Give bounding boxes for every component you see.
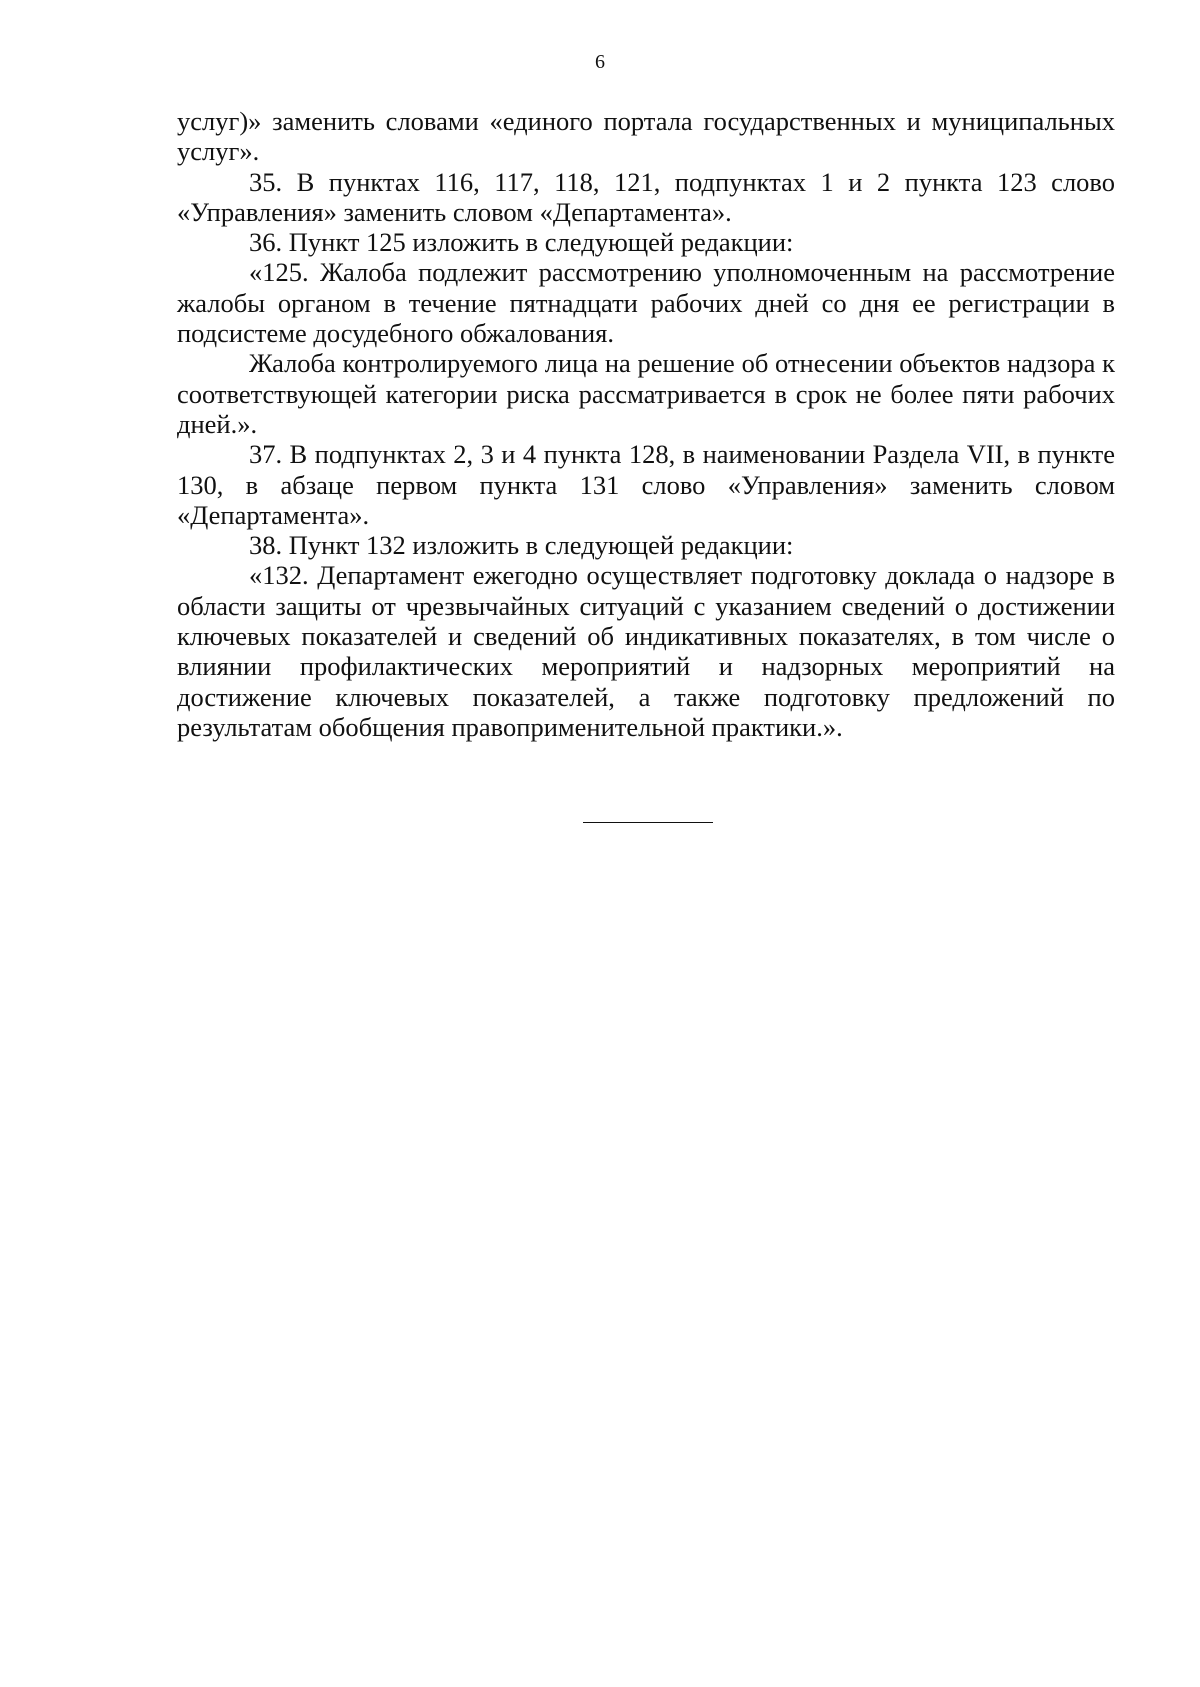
page-number: 6 [595,51,605,73]
document-body [177,106,1115,742]
paragraph-quote-125: «125. Жалоба подлежит рассмотрению уполномоченным на рассмотрение жалобы органом в течение пятнадцати рабочих дней со дня ее регистрации в подсистеме досудебного обжалования. [177,257,1115,349]
paragraph-quote-125-second: Жалоба контролируемого лица на решение об отнесении объектов надзора к соответствующей категории риска рассматривается в срок не более пяти рабочих дней.». [177,348,1115,439]
paragraph-quote-132: «132. Департамент ежегодно осуществляет подготовку доклада о надзоре в области защиты от чрезвычайных ситуаций с указанием сведений о достижении ключевых показателей и сведений об индикативных показателях, в том числе о влиянии профилактических мероприятий и надзорных мероприятий на достижение ключевых показателей, а также подготовку предложений по результатам обобщения правоприменительной практики.». [177,560,1115,742]
paragraph-item-35: 35. В пунктах 116, 117, 118, 121, подпунктах 1 и 2 пункта 123 слово «Управления» заменить словом «Департамента». [177,166,1115,227]
paragraph-item-36: 36. Пункт 125 изложить в следующей редакции: [249,227,794,258]
end-of-document-rule [583,822,713,823]
paragraph-item-38: 38. Пункт 132 изложить в следующей редакции: [249,530,794,561]
paragraph-continuation: услуг)» заменить словами «единого портала государственных и муниципальных услуг». [177,106,1115,167]
paragraph-item-37: 37. В подпунктах 2, 3 и 4 пункта 128, в наименовании Раздела VII, в пункте 130, в абзаце первом пункта 131 слово «Управления» заменить словом «Департамента». [177,439,1115,530]
